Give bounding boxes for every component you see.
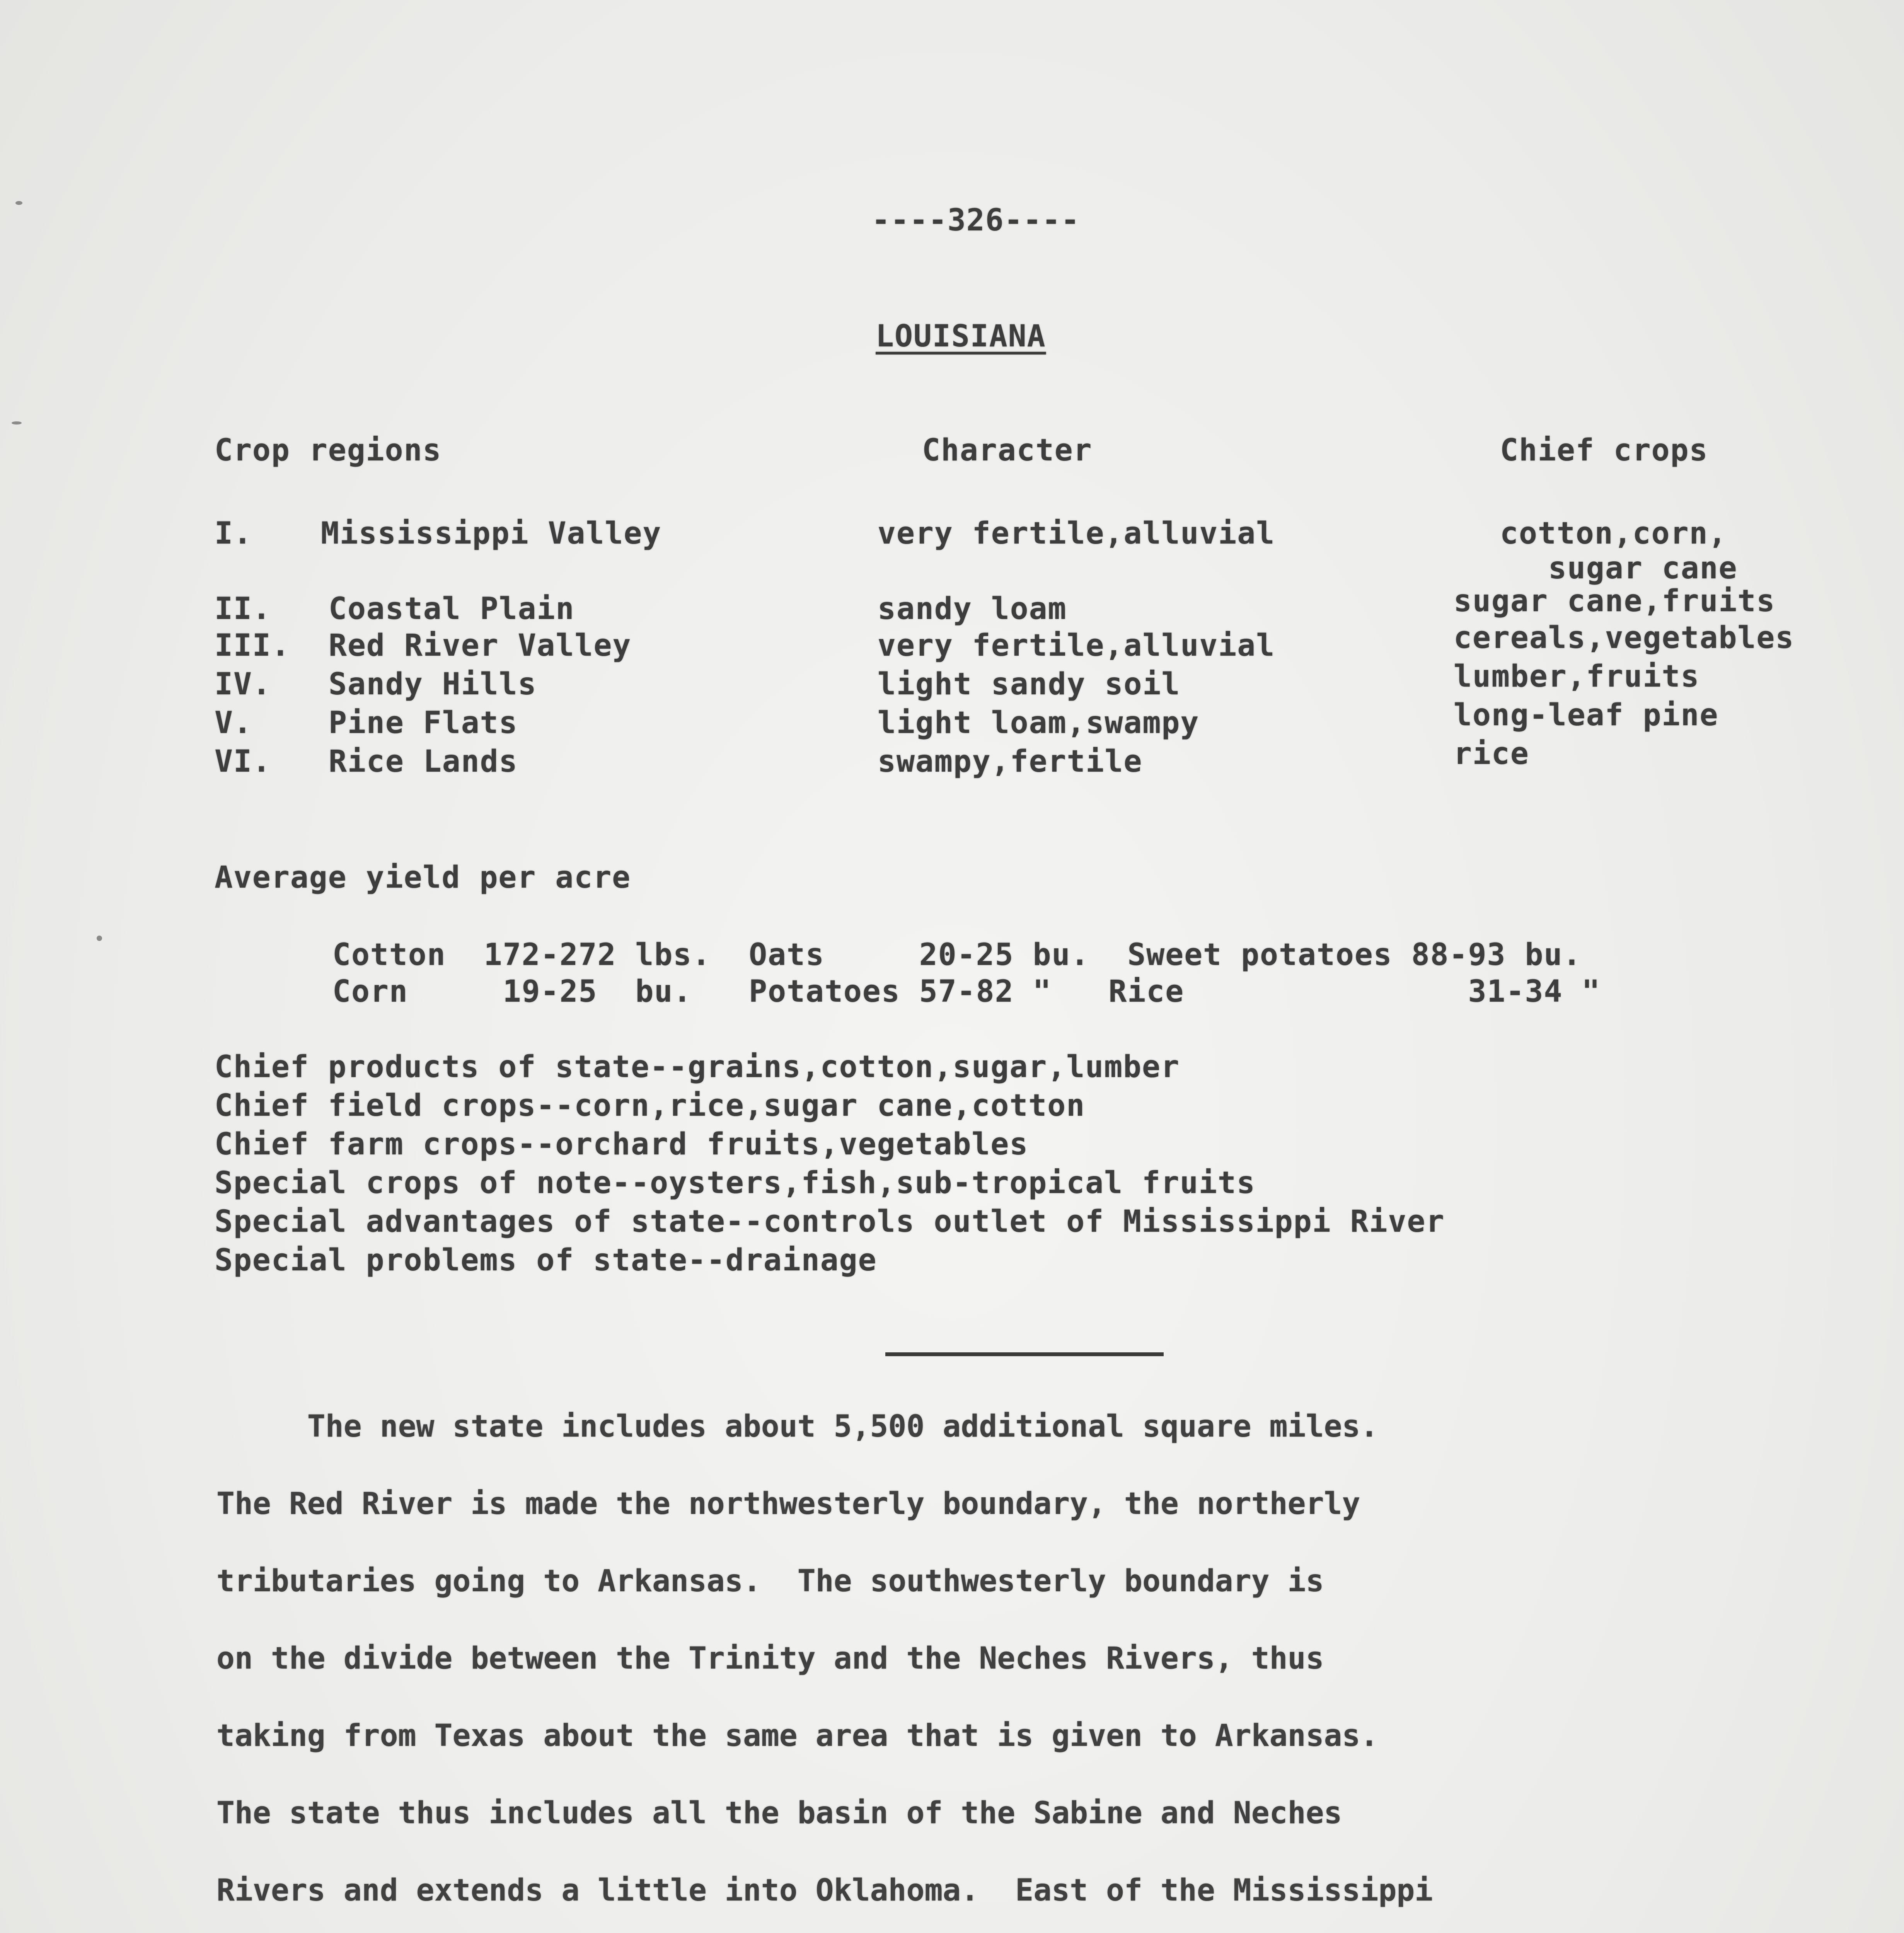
row-character: sandy loam — [878, 591, 1067, 626]
page-title: LOUISIANA — [876, 319, 1046, 354]
page-number: ----326---- — [872, 203, 1080, 238]
row-region: Rice Lands — [329, 744, 518, 779]
row-crops-continued: sugar cane — [1548, 551, 1738, 586]
row-region: Coastal Plain — [329, 591, 575, 626]
row-number: VI. — [215, 744, 271, 779]
row-character: very fertile,alluvial — [878, 628, 1275, 663]
body-line: tributaries going to Arkansas. The southwesterly boundary is — [216, 1564, 1324, 1599]
row-region: Pine Flats — [329, 706, 518, 740]
row-number: I. — [215, 516, 252, 551]
paper-speck — [97, 936, 102, 941]
body-line: The new state includes about 5,500 additional square miles. — [216, 1409, 1379, 1444]
body-line: The state thus includes all the basin of the Sabine and Neches — [216, 1796, 1342, 1831]
row-number: II. — [215, 591, 271, 626]
body-line: taking from Texas about the same area that is given to Arkansas. — [216, 1718, 1379, 1753]
fact-line: Special advantages of state--controls outlet of Mississippi River — [215, 1204, 1445, 1239]
body-line: on the divide between the Trinity and the Neches Rivers, thus — [216, 1641, 1324, 1676]
fact-line: Special problems of state--drainage — [215, 1243, 877, 1278]
row-region: Red River Valley — [329, 628, 632, 663]
yield-line: Corn 19-25 bu. Potatoes 57-82 " Rice 31-34 " — [332, 974, 1601, 1009]
fact-line: Chief farm crops--orchard fruits,vegetables — [215, 1127, 1029, 1162]
header-chief-crops: Chief crops — [1500, 433, 1708, 468]
row-crops: cereals,vegetables — [1454, 620, 1795, 655]
row-region: Sandy Hills — [329, 667, 537, 702]
header-crop-regions: Crop regions — [215, 433, 442, 468]
row-crops: lumber,fruits — [1454, 659, 1700, 694]
section-divider — [885, 1352, 1164, 1356]
fact-line: Special crops of note--oysters,fish,sub-tropical fruits — [215, 1166, 1256, 1200]
row-number: V. — [215, 706, 252, 740]
yield-line: Cotton 172-272 lbs. Oats 20-25 bu. Sweet potatoes 88-93 bu. — [332, 938, 1582, 972]
row-crops: long-leaf pine — [1454, 698, 1719, 733]
yield-heading: Average yield per acre — [215, 860, 631, 895]
row-number: III. — [215, 628, 290, 663]
row-character: very fertile,alluvial — [878, 516, 1275, 551]
row-crops: cotton,corn, — [1500, 516, 1727, 551]
fact-line: Chief products of state--grains,cotton,sugar,lumber — [215, 1050, 1180, 1084]
body-line: The Red River is made the northwesterly boundary, the northerly — [216, 1486, 1360, 1521]
fact-line: Chief field crops--corn,rice,sugar cane,cotton — [215, 1088, 1086, 1123]
row-number: IV. — [215, 667, 271, 702]
row-character: swampy,fertile — [878, 744, 1143, 779]
body-line: Rivers and extends a little into Oklahoma. East of the Mississippi — [216, 1873, 1433, 1908]
row-character: light sandy soil — [878, 667, 1181, 702]
paper-speck — [12, 421, 22, 424]
row-region: Mississippi Valley — [321, 516, 662, 551]
paper-speck — [15, 201, 22, 205]
header-character: Character — [922, 433, 1093, 468]
row-crops: rice — [1454, 736, 1529, 771]
row-character: light loam,swampy — [878, 706, 1200, 740]
row-crops: sugar cane,fruits — [1454, 584, 1776, 619]
